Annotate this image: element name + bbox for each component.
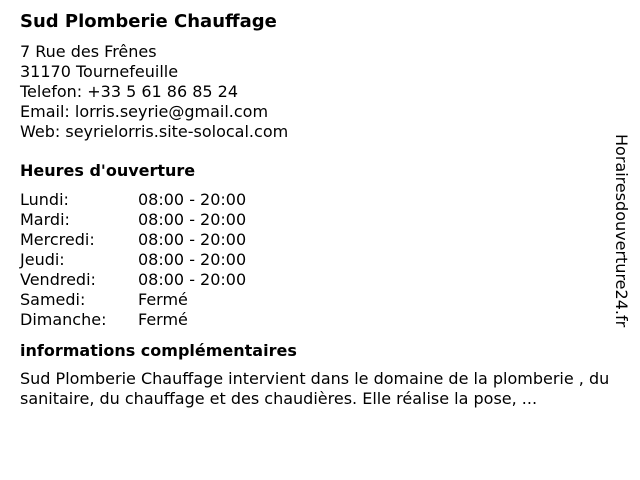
hours-row <box>20 310 610 330</box>
hours-row <box>20 290 610 310</box>
hours-time: Fermé <box>138 310 188 329</box>
address-line-2: 31170 Tournefeuille <box>20 62 179 81</box>
site-watermark: Horairesdouverture24.fr <box>612 134 631 328</box>
hours-time: Fermé <box>138 290 188 309</box>
hours-time: 08:00 - 20:00 <box>138 210 247 229</box>
business-name: Sud Plomberie Chauffage <box>20 11 277 32</box>
web-line: Web: seyrielorris.site-solocal.com <box>20 122 289 141</box>
hours-row <box>20 210 610 230</box>
address-line-1: 7 Rue des Frênes <box>20 42 157 61</box>
hours-row <box>20 270 610 290</box>
opening-hours-list <box>20 190 610 330</box>
hours-row <box>20 230 610 250</box>
hours-day: Mardi: <box>20 210 70 229</box>
hours-time: 08:00 - 20:00 <box>138 230 247 249</box>
contact-details <box>20 42 610 142</box>
hours-time: 08:00 - 20:00 <box>138 270 247 289</box>
hours-day: Samedi: <box>20 290 86 309</box>
hours-day: Jeudi: <box>20 250 65 269</box>
business-card <box>20 10 610 409</box>
info-title: informations complémentaires <box>20 341 297 360</box>
hours-day: Mercredi: <box>20 230 95 249</box>
hours-row <box>20 250 610 270</box>
phone-line: Telefon: +33 5 61 86 85 24 <box>20 82 239 101</box>
hours-day: Lundi: <box>20 190 69 209</box>
hours-time: 08:00 - 20:00 <box>138 190 247 209</box>
email-line: Email: lorris.seyrie@gmail.com <box>20 102 269 121</box>
hours-day: Vendredi: <box>20 270 96 289</box>
info-description: Sud Plomberie Chauffage intervient dans le domaine de la plomberie , du sanitaire, du chauffage et des chaudières. Elle réalise la pose, ... <box>20 369 610 408</box>
hours-day: Dimanche: <box>20 310 107 329</box>
hours-row <box>20 190 610 210</box>
hours-title: Heures d'ouverture <box>20 161 196 180</box>
hours-time: 08:00 - 20:00 <box>138 250 247 269</box>
